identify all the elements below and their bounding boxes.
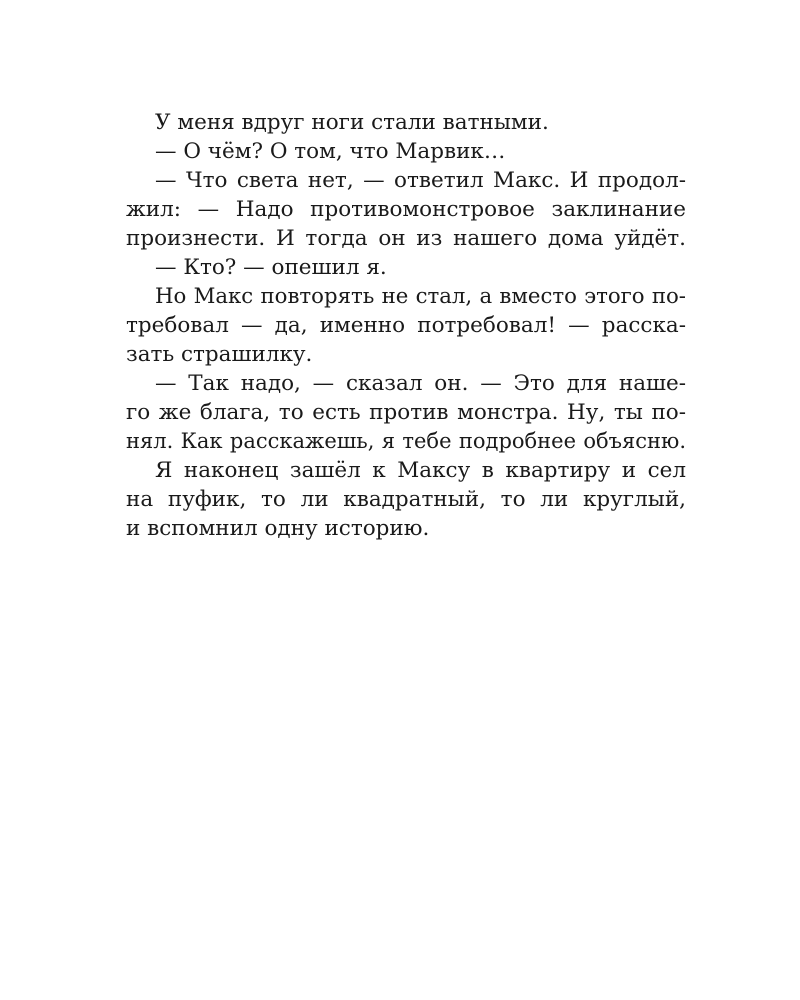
text-line: го же блага, то есть против монстра. Ну, ты по-: [126, 400, 686, 425]
text-line: Но Макс повторять не стал, а вместо этого по-: [155, 284, 686, 309]
text-line: — Кто? — опешил я.: [155, 255, 387, 280]
text-line: Я наконец зашёл к Максу в квартиру и сел: [155, 458, 686, 483]
text-line: — Что света нет, — ответил Макс. И продол-: [155, 168, 686, 193]
page-text: [126, 108, 686, 543]
text-line: на пуфик, то ли квадратный, то ли круглый,: [126, 487, 686, 512]
text-line: — Так надо, — сказал он. — Это для наше-: [155, 371, 686, 396]
text-line: У меня вдруг ноги стали ватными.: [155, 110, 549, 135]
text-line: требовал — да, именно потребовал! — расска-: [126, 313, 686, 338]
text-line: и вспомнил одну историю.: [126, 516, 430, 541]
text-line: — О чём? О том, что Марвик…: [155, 139, 506, 164]
text-line: жил: — Надо противомонстровое заклинание: [126, 197, 686, 222]
text-line: произнести. И тогда он из нашего дома уйдёт.: [126, 226, 686, 251]
text-line: нял. Как расскажешь, я тебе подробнее объясню.: [126, 429, 686, 453]
text-line: зать страшилку.: [126, 342, 313, 367]
